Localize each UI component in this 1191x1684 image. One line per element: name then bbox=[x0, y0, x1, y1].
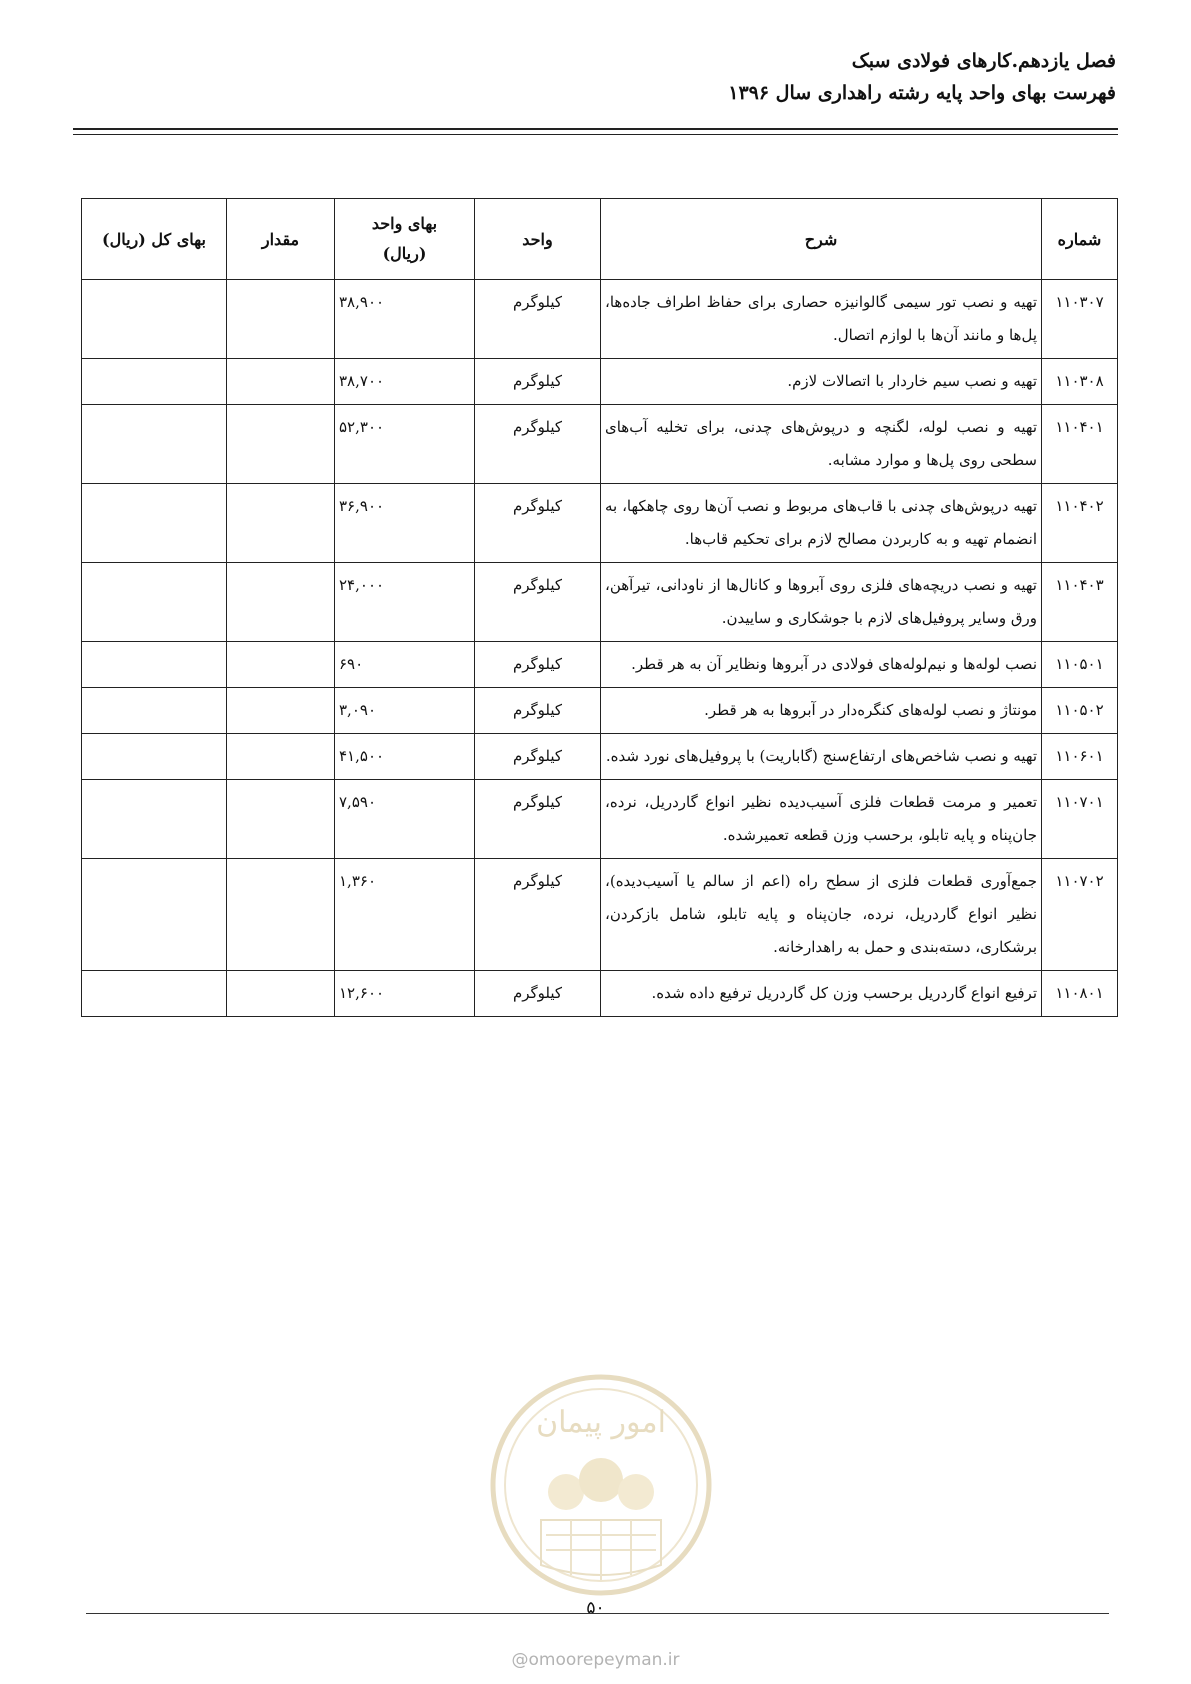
table-row bbox=[82, 359, 1118, 405]
item-quantity bbox=[227, 563, 335, 642]
item-description: تهیه و نصب سیم خاردار با اتصالات لازم. bbox=[601, 359, 1042, 405]
item-quantity bbox=[227, 359, 335, 405]
header-rule-thick bbox=[73, 128, 1118, 130]
item-unit: کیلوگرم bbox=[475, 688, 601, 734]
item-unit: کیلوگرم bbox=[475, 859, 601, 971]
table-row bbox=[82, 734, 1118, 780]
header-rule-thin bbox=[73, 134, 1118, 135]
table-row bbox=[82, 688, 1118, 734]
item-code: ۱۱۰۴۰۱ bbox=[1042, 405, 1118, 484]
item-description: مونتاژ و نصب لوله‌های کنگره‌دار در آبروها به هر قطر. bbox=[601, 688, 1042, 734]
item-total-price bbox=[82, 563, 227, 642]
item-unit-price: ۳۶,۹۰۰ bbox=[335, 484, 475, 563]
item-unit-price: ۱۲,۶۰۰ bbox=[335, 971, 475, 1017]
item-code: ۱۱۰۴۰۲ bbox=[1042, 484, 1118, 563]
item-unit-price: ۶۹۰ bbox=[335, 642, 475, 688]
item-code: ۱۱۰۷۰۱ bbox=[1042, 780, 1118, 859]
page-header bbox=[75, 50, 1116, 104]
table-header-row bbox=[82, 199, 1118, 280]
item-unit: کیلوگرم bbox=[475, 734, 601, 780]
item-quantity bbox=[227, 780, 335, 859]
header-unit: واحد bbox=[475, 199, 601, 280]
table-row bbox=[82, 859, 1118, 971]
item-total-price bbox=[82, 859, 227, 971]
item-quantity bbox=[227, 405, 335, 484]
item-description: تهیه درپوش‌های چدنی با قاب‌های مربوط و نصب آن‌ها روی چاهکها، به انضمام تهیه و به کاربردن مصالح لازم برای تحکیم قاب‌ها. bbox=[601, 484, 1042, 563]
item-unit-price: ۳۸,۷۰۰ bbox=[335, 359, 475, 405]
item-description: ترفیع انواع گاردریل برحسب وزن کل گاردریل ترفیع داده شده. bbox=[601, 971, 1042, 1017]
item-unit-price: ۴۱,۵۰۰ bbox=[335, 734, 475, 780]
item-description: تهیه و نصب شاخص‌های ارتفاع‌سنج (گاباریت) با پروفیل‌های نورد شده. bbox=[601, 734, 1042, 780]
item-quantity bbox=[227, 280, 335, 359]
table-row bbox=[82, 484, 1118, 563]
item-code: ۱۱۰۶۰۱ bbox=[1042, 734, 1118, 780]
item-code: ۱۱۰۳۰۸ bbox=[1042, 359, 1118, 405]
item-total-price bbox=[82, 734, 227, 780]
table-row bbox=[82, 971, 1118, 1017]
footer-rule bbox=[86, 1613, 1109, 1614]
table-row bbox=[82, 280, 1118, 359]
item-unit: کیلوگرم bbox=[475, 563, 601, 642]
header-unit-price-label: بهای واحد bbox=[371, 214, 438, 233]
item-total-price bbox=[82, 780, 227, 859]
item-unit-price: ۳,۰۹۰ bbox=[335, 688, 475, 734]
item-description: تهیه و نصب دریچه‌های فلزی روی آبروها و کانال‌ها از ناودانی، تیرآهن، ورق وسایر پروفیل‌های لازم با جوشکاری و ساییدن. bbox=[601, 563, 1042, 642]
header-quantity: مقدار bbox=[227, 199, 335, 280]
item-code: ۱۱۰۷۰۲ bbox=[1042, 859, 1118, 971]
header-unit-price-currency: (ریال) bbox=[382, 244, 427, 263]
item-unit: کیلوگرم bbox=[475, 484, 601, 563]
item-unit: کیلوگرم bbox=[475, 780, 601, 859]
table-row bbox=[82, 563, 1118, 642]
item-total-price bbox=[82, 359, 227, 405]
item-quantity bbox=[227, 688, 335, 734]
item-unit: کیلوگرم bbox=[475, 280, 601, 359]
page-number: ۵۰ bbox=[586, 1598, 605, 1618]
item-description: جمع‌آوری قطعات فلزی از سطح راه (اعم از سالم یا آسیب‌دیده)، نظیر انواع گاردریل، نرده، جان‌پناه و پایه تابلو، شامل بازکردن، برشکاری، دسته‌بندی و حمل به راهدارخانه. bbox=[601, 859, 1042, 971]
item-unit-price: ۷,۵۹۰ bbox=[335, 780, 475, 859]
price-list-title: فهرست بهای واحد پایه رشته راهداری سال ۱۳۹۶ bbox=[728, 82, 1116, 104]
item-quantity bbox=[227, 484, 335, 563]
item-description: تهیه و نصب لوله، لگنچه و درپوش‌های چدنی، برای تخلیه آب‌های سطحی روی پل‌ها و موارد مشابه. bbox=[601, 405, 1042, 484]
header-description: شرح bbox=[601, 199, 1042, 280]
publisher-seal-icon bbox=[486, 1370, 716, 1600]
item-code: ۱۱۰۵۰۱ bbox=[1042, 642, 1118, 688]
item-code: ۱۱۰۵۰۲ bbox=[1042, 688, 1118, 734]
item-total-price bbox=[82, 642, 227, 688]
item-code: ۱۱۰۳۰۷ bbox=[1042, 280, 1118, 359]
table-row bbox=[82, 780, 1118, 859]
item-code: ۱۱۰۸۰۱ bbox=[1042, 971, 1118, 1017]
item-description: تهیه و نصب تور سیمی گالوانیزه حصاری برای حفاظ اطراف جاده‌ها، پل‌ها و مانند آن‌ها با لوازم اتصال. bbox=[601, 280, 1042, 359]
chapter-title: فصل یازدهم.کارهای فولادی سبک bbox=[851, 50, 1116, 72]
header-unit-price bbox=[335, 199, 475, 280]
seal-text: امور پیمان bbox=[536, 1405, 666, 1440]
item-total-price bbox=[82, 688, 227, 734]
item-code: ۱۱۰۴۰۳ bbox=[1042, 563, 1118, 642]
item-quantity bbox=[227, 734, 335, 780]
item-total-price bbox=[82, 405, 227, 484]
item-total-price bbox=[82, 484, 227, 563]
item-description: تعمیر و مرمت قطعات فلزی آسیب‌دیده نظیر انواع گاردریل، نرده، جان‌پناه و پایه تابلو، برحسب وزن قطعه تعمیرشده. bbox=[601, 780, 1042, 859]
table-row bbox=[82, 405, 1118, 484]
item-quantity bbox=[227, 859, 335, 971]
item-unit: کیلوگرم bbox=[475, 359, 601, 405]
header-code: شماره bbox=[1042, 199, 1118, 280]
item-description: نصب لوله‌ها و نیم‌لوله‌های فولادی در آبروها ونظایر آن به هر قطر. bbox=[601, 642, 1042, 688]
item-total-price bbox=[82, 971, 227, 1017]
item-unit: کیلوگرم bbox=[475, 971, 601, 1017]
item-total-price bbox=[82, 280, 227, 359]
item-unit: کیلوگرم bbox=[475, 405, 601, 484]
website-watermark: @omoorepeyman.ir bbox=[511, 1650, 680, 1670]
price-table bbox=[81, 198, 1118, 1017]
item-unit: کیلوگرم bbox=[475, 642, 601, 688]
item-unit-price: ۳۸,۹۰۰ bbox=[335, 280, 475, 359]
item-unit-price: ۲۴,۰۰۰ bbox=[335, 563, 475, 642]
item-unit-price: ۱,۳۶۰ bbox=[335, 859, 475, 971]
item-quantity bbox=[227, 971, 335, 1017]
header-total-price: بهای کل (ریال) bbox=[82, 199, 227, 280]
item-quantity bbox=[227, 642, 335, 688]
table-row bbox=[82, 642, 1118, 688]
item-unit-price: ۵۲,۳۰۰ bbox=[335, 405, 475, 484]
